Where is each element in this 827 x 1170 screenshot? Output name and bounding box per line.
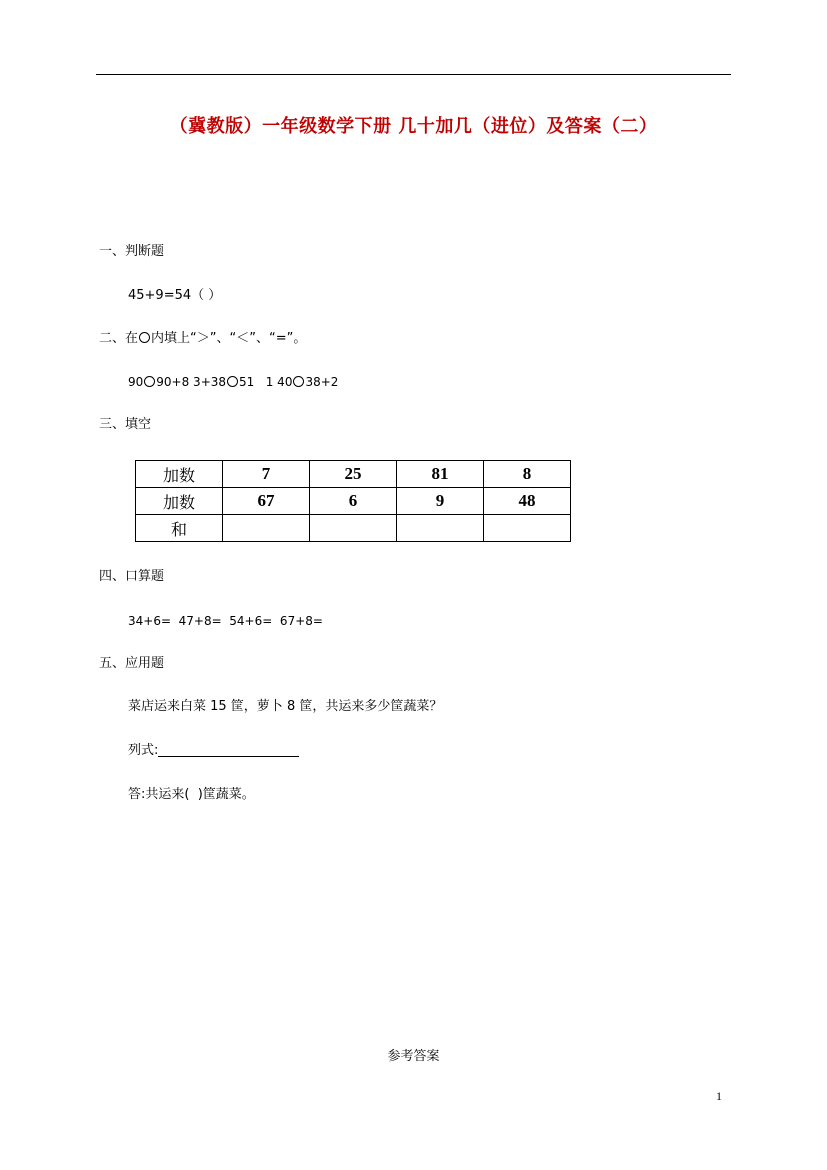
- table-cell-blank: [223, 515, 310, 542]
- addition-table: [135, 460, 571, 542]
- table-row: [136, 488, 571, 515]
- section-5-heading: 五、应用题: [99, 656, 165, 671]
- table-cell: 67: [223, 488, 310, 515]
- table-cell: 7: [223, 461, 310, 488]
- table-cell: 9: [397, 488, 484, 515]
- section-2-heading-post: 内填上“＞”、“＜”、“=”。: [151, 331, 307, 346]
- section-4-item: 34+6= 47+8= 54+6= 67+8=: [128, 614, 323, 628]
- compare-item-1: 90: [128, 375, 144, 389]
- page-title: （冀教版）一年级数学下册 几十加几（进位）及答案（二）: [169, 116, 658, 137]
- section-2-heading-pre: 二、在: [99, 331, 139, 346]
- table-cell: 81: [397, 461, 484, 488]
- table-row: [136, 461, 571, 488]
- section-4-heading: 四、口算题: [99, 569, 165, 584]
- page-number: 1: [716, 1089, 722, 1103]
- circle-icon: [144, 376, 155, 387]
- table-cell-blank: [397, 515, 484, 542]
- table-row: [136, 515, 571, 542]
- section-5-formula: [128, 742, 299, 760]
- circle-icon: [139, 332, 150, 343]
- table-cell: 6: [310, 488, 397, 515]
- table-cell: 8: [484, 461, 571, 488]
- table-cell: 48: [484, 488, 571, 515]
- answers-title: 参考答案: [387, 1049, 440, 1064]
- section-5-answer: 答:共运来( )筐蔬菜。: [128, 787, 255, 802]
- section-1-heading: 一、判断题: [99, 244, 165, 259]
- circle-icon: [293, 376, 304, 387]
- section-5-question: 菜店运来白菜 15 筐，萝卜 8 筐，共运来多少筐蔬菜？: [128, 699, 443, 714]
- table-cell: 25: [310, 461, 397, 488]
- header-rule: [96, 74, 731, 75]
- table-cell-blank: [484, 515, 571, 542]
- section-2-items: [128, 373, 338, 391]
- circle-icon: [227, 376, 238, 387]
- compare-item-4: 38+2: [305, 375, 339, 389]
- section-1-item: 45+9=54（ ）: [128, 288, 222, 303]
- section-3-heading: 三、填空: [99, 417, 152, 432]
- section-2-heading: [99, 330, 306, 348]
- formula-label: 列式:: [128, 743, 159, 758]
- compare-item-2: 90+8 3+38: [156, 375, 227, 389]
- row-label: 和: [136, 515, 223, 542]
- table-cell-blank: [310, 515, 397, 542]
- row-label: 加数: [136, 461, 223, 488]
- formula-blank: [158, 743, 299, 757]
- compare-item-3: 51 1 40: [239, 375, 293, 389]
- row-label: 加数: [136, 488, 223, 515]
